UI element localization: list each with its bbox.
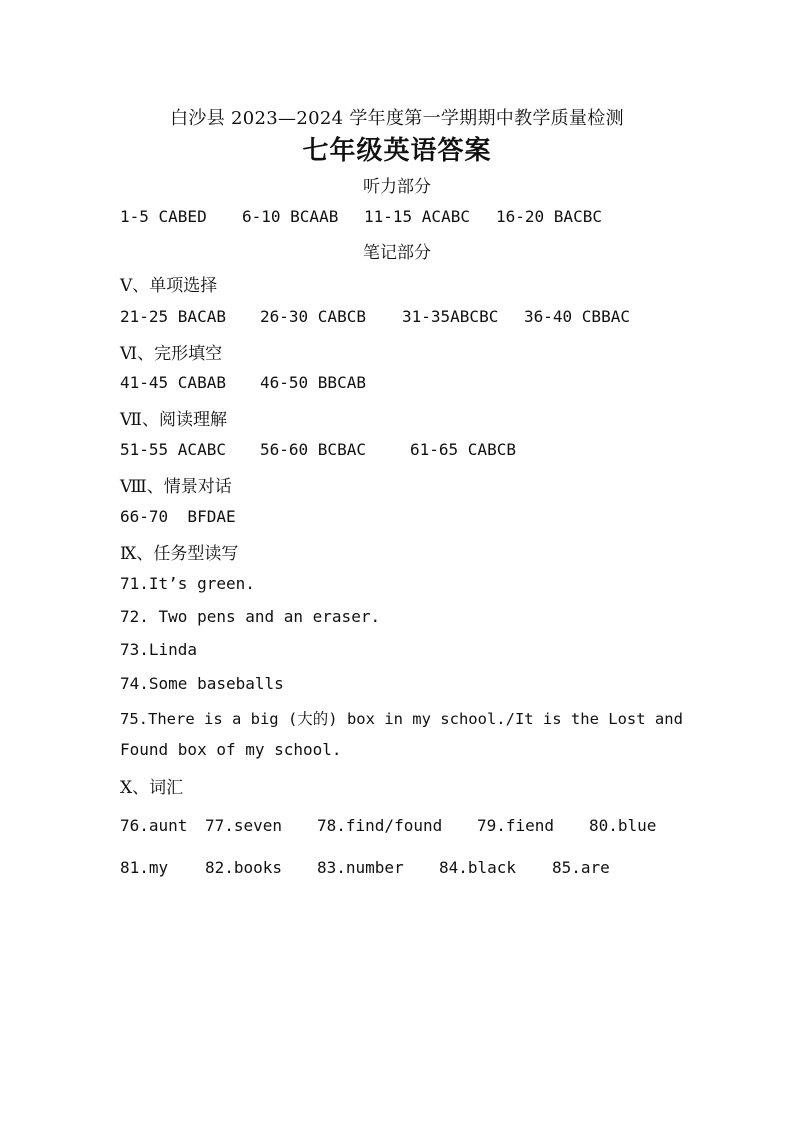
mc-answer: 36-40 CBBAC <box>524 307 630 326</box>
task-answer-continued: Found box of my school. <box>120 740 342 759</box>
vocab-answer: 81.my <box>120 858 169 877</box>
vocab-answer: 79.fiend <box>477 816 555 835</box>
reading-answer: 56-60 BCBAC <box>260 440 366 459</box>
vocab-answer: 78.find/found <box>317 816 443 835</box>
listening-answer: 16-20 BACBC <box>496 207 602 226</box>
vocab-answer: 85.are <box>552 858 610 877</box>
task-answer: 74.Some baseballs <box>120 674 284 693</box>
section-heading: Ⅵ、完形填空 <box>120 344 223 364</box>
listening-section-title: 听力部分 <box>363 177 431 197</box>
listening-answer: 6-10 BCAAB <box>242 207 339 226</box>
vocab-answer: 76.aunt <box>120 816 188 835</box>
cloze-answer: 46-50 BBCAB <box>260 373 366 392</box>
section-heading: Ⅴ、单项选择 <box>120 276 218 296</box>
listening-answer: 1-5 CABED <box>120 207 207 226</box>
page-title: 七年级英语答案 <box>302 136 492 166</box>
section-heading: Ⅷ、情景对话 <box>120 477 232 497</box>
section-heading: Ⅹ、词汇 <box>120 778 184 798</box>
cloze-answer: 41-45 CABAB <box>120 373 226 392</box>
listening-answer: 11-15 ACABC <box>364 207 470 226</box>
exam-subtitle: 白沙县 2023—2024 学年度第一学期期中教学质量检测 <box>170 108 624 129</box>
mc-answer: 31-35ABCBC <box>402 307 499 326</box>
vocab-answer: 82.books <box>205 858 283 877</box>
section-heading: Ⅸ、任务型读写 <box>120 544 239 564</box>
task-answer: 75.There is a big (大的) box in my school./It is the Lost and <box>120 710 683 728</box>
task-answer: 71.It’s green. <box>120 574 255 593</box>
reading-answer: 61-65 CABCB <box>410 440 516 459</box>
task-answer: 72. Two pens and an eraser. <box>120 607 381 626</box>
written-section-title: 笔记部分 <box>363 243 431 263</box>
section-heading: Ⅶ、阅读理解 <box>120 410 227 430</box>
mc-answer: 21-25 BACAB <box>120 307 226 326</box>
reading-answer: 51-55 ACABC <box>120 440 226 459</box>
dialogue-answer: 66-70 BFDAE <box>120 507 236 526</box>
vocab-answer: 84.black <box>439 858 517 877</box>
vocab-answer: 77.seven <box>205 816 283 835</box>
vocab-answer: 83.number <box>317 858 404 877</box>
vocab-answer: 80.blue <box>589 816 657 835</box>
mc-answer: 26-30 CABCB <box>260 307 366 326</box>
task-answer: 73.Linda <box>120 640 198 659</box>
